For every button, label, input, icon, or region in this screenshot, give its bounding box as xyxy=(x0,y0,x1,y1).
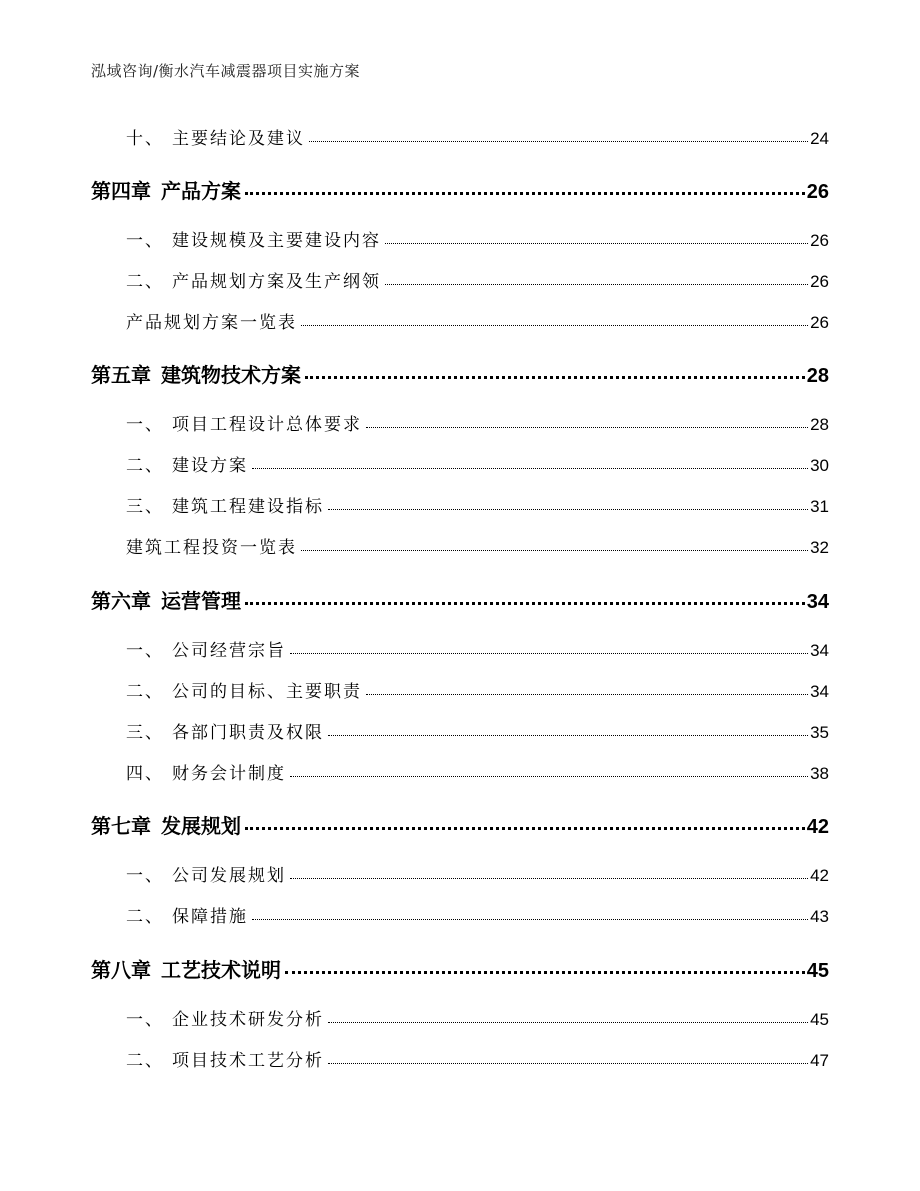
toc-chapter-entry[interactable] xyxy=(0,359,920,388)
toc-entry-title: 建设方案 xyxy=(172,456,248,476)
toc-page-number: 26 xyxy=(810,231,829,250)
toc-section-entry[interactable] xyxy=(0,861,920,886)
toc-entry-title: 主要结论及建议 xyxy=(172,129,305,149)
toc-leader-dots xyxy=(385,229,808,246)
toc-entry-title: 建筑工程建设指标 xyxy=(172,497,324,517)
toc-page-number: 45 xyxy=(806,960,829,982)
toc-entry-title: 各部门职责及权限 xyxy=(172,723,324,743)
toc-entry-title: 建筑工程投资一览表 xyxy=(126,538,297,558)
toc-entry-title: 工艺技术说明 xyxy=(161,958,281,982)
toc-leader-dots xyxy=(366,413,808,430)
toc-entry-number: 二、 xyxy=(126,1051,164,1071)
toc-entry-number: 第六章 xyxy=(91,589,151,613)
toc-section-entry[interactable] xyxy=(0,226,920,251)
toc-leader-dots xyxy=(309,127,808,144)
toc-entry-number: 三、 xyxy=(126,723,164,743)
toc-entry-title: 产品方案 xyxy=(161,179,241,203)
toc-page-number: 26 xyxy=(806,181,829,203)
toc-page-number: 47 xyxy=(810,1051,829,1070)
toc-entry-title: 保障措施 xyxy=(172,907,248,927)
toc-leader-dots xyxy=(385,270,808,287)
toc-leader-dots xyxy=(285,957,805,977)
toc-section-entry[interactable] xyxy=(0,677,920,702)
toc-entry-title: 建筑物技术方案 xyxy=(161,363,301,387)
toc-entry-number: 二、 xyxy=(126,456,164,476)
toc-page-number: 42 xyxy=(806,816,829,838)
toc-entry-number: 三、 xyxy=(126,497,164,517)
toc-entry-title: 公司发展规划 xyxy=(172,866,286,886)
toc-entry-number: 四、 xyxy=(126,764,164,784)
toc-leader-dots xyxy=(290,864,808,881)
toc-page-number: 34 xyxy=(810,682,829,701)
toc-section-entry[interactable] xyxy=(0,451,920,476)
toc-section-entry[interactable] xyxy=(0,718,920,743)
toc-leader-dots xyxy=(301,536,808,553)
toc-page-number: 30 xyxy=(810,456,829,475)
toc-chapter-entry[interactable] xyxy=(0,585,920,614)
toc-leader-dots xyxy=(245,588,805,608)
toc-entry-title: 企业技术研发分析 xyxy=(172,1010,324,1030)
toc-section-entry[interactable] xyxy=(0,492,920,517)
toc-leader-dots xyxy=(328,721,808,738)
toc-page-number: 32 xyxy=(810,538,829,557)
toc-leader-dots xyxy=(245,178,805,198)
toc-page-number: 34 xyxy=(806,591,829,613)
toc-entry-number: 第七章 xyxy=(91,814,151,838)
toc-page-number: 38 xyxy=(810,764,829,783)
toc-table-entry[interactable] xyxy=(0,308,920,333)
toc-entry-title: 财务会计制度 xyxy=(172,764,286,784)
toc-page-number: 43 xyxy=(810,907,829,926)
toc-entry-number: 一、 xyxy=(126,1010,164,1030)
toc-leader-dots xyxy=(328,1008,808,1025)
toc-table-entry[interactable] xyxy=(0,533,920,558)
toc-leader-dots xyxy=(328,495,808,512)
page-header: 泓域咨询/衡水汽车减震器项目实施方案 xyxy=(91,62,361,80)
toc-chapter-entry[interactable] xyxy=(0,954,920,983)
toc-entry-number: 一、 xyxy=(126,415,164,435)
toc-entry-title: 公司的目标、主要职责 xyxy=(172,682,362,702)
toc-entry-number: 第四章 xyxy=(91,179,151,203)
toc-page-number: 28 xyxy=(810,415,829,434)
toc-entry-title: 产品规划方案及生产纲领 xyxy=(172,272,381,292)
toc-section-entry[interactable] xyxy=(0,1005,920,1030)
toc-section-entry[interactable] xyxy=(0,410,920,435)
toc-chapter-entry[interactable] xyxy=(0,810,920,839)
toc-leader-dots xyxy=(301,311,808,328)
toc-leader-dots xyxy=(245,813,805,833)
toc-leader-dots xyxy=(290,762,808,779)
toc-entry-number: 第八章 xyxy=(91,958,151,982)
toc-entry-title: 公司经营宗旨 xyxy=(172,641,286,661)
toc-entry-number: 十、 xyxy=(126,129,164,149)
toc-page-number: 24 xyxy=(810,129,829,148)
toc-leader-dots xyxy=(366,680,808,697)
toc-page-number: 31 xyxy=(810,497,829,516)
toc-entry-title: 产品规划方案一览表 xyxy=(126,313,297,333)
toc-section-entry[interactable] xyxy=(0,124,920,149)
toc-entry-number: 二、 xyxy=(126,272,164,292)
toc-section-entry[interactable] xyxy=(0,636,920,661)
toc-entry-number: 二、 xyxy=(126,682,164,702)
toc-entry-number: 二、 xyxy=(126,907,164,927)
toc-leader-dots xyxy=(252,454,808,471)
toc-page-number: 35 xyxy=(810,723,829,742)
toc-entry-number: 一、 xyxy=(126,231,164,251)
toc-leader-dots xyxy=(305,362,805,382)
toc-page-number: 42 xyxy=(810,866,829,885)
toc-entry-title: 发展规划 xyxy=(161,814,241,838)
toc-leader-dots xyxy=(252,905,808,922)
toc-leader-dots xyxy=(328,1049,808,1066)
toc-entry-title: 建设规模及主要建设内容 xyxy=(172,231,381,251)
toc-leader-dots xyxy=(290,639,808,656)
toc-entry-number: 一、 xyxy=(126,641,164,661)
toc-page-number: 34 xyxy=(810,641,829,660)
toc-entry-title: 运营管理 xyxy=(161,589,241,613)
toc-entry-number: 一、 xyxy=(126,866,164,886)
toc-section-entry[interactable] xyxy=(0,1046,920,1071)
toc-page-number: 28 xyxy=(806,365,829,387)
toc-entry-title: 项目工程设计总体要求 xyxy=(172,415,362,435)
toc-section-entry[interactable] xyxy=(0,902,920,927)
toc-section-entry[interactable] xyxy=(0,759,920,784)
toc-page-number: 45 xyxy=(810,1010,829,1029)
toc-chapter-entry[interactable] xyxy=(0,175,920,204)
toc-entry-number: 第五章 xyxy=(91,363,151,387)
toc-section-entry[interactable] xyxy=(0,267,920,292)
toc-entry-title: 项目技术工艺分析 xyxy=(172,1051,324,1071)
toc-page-number: 26 xyxy=(810,272,829,291)
toc-page-number: 26 xyxy=(810,313,829,332)
